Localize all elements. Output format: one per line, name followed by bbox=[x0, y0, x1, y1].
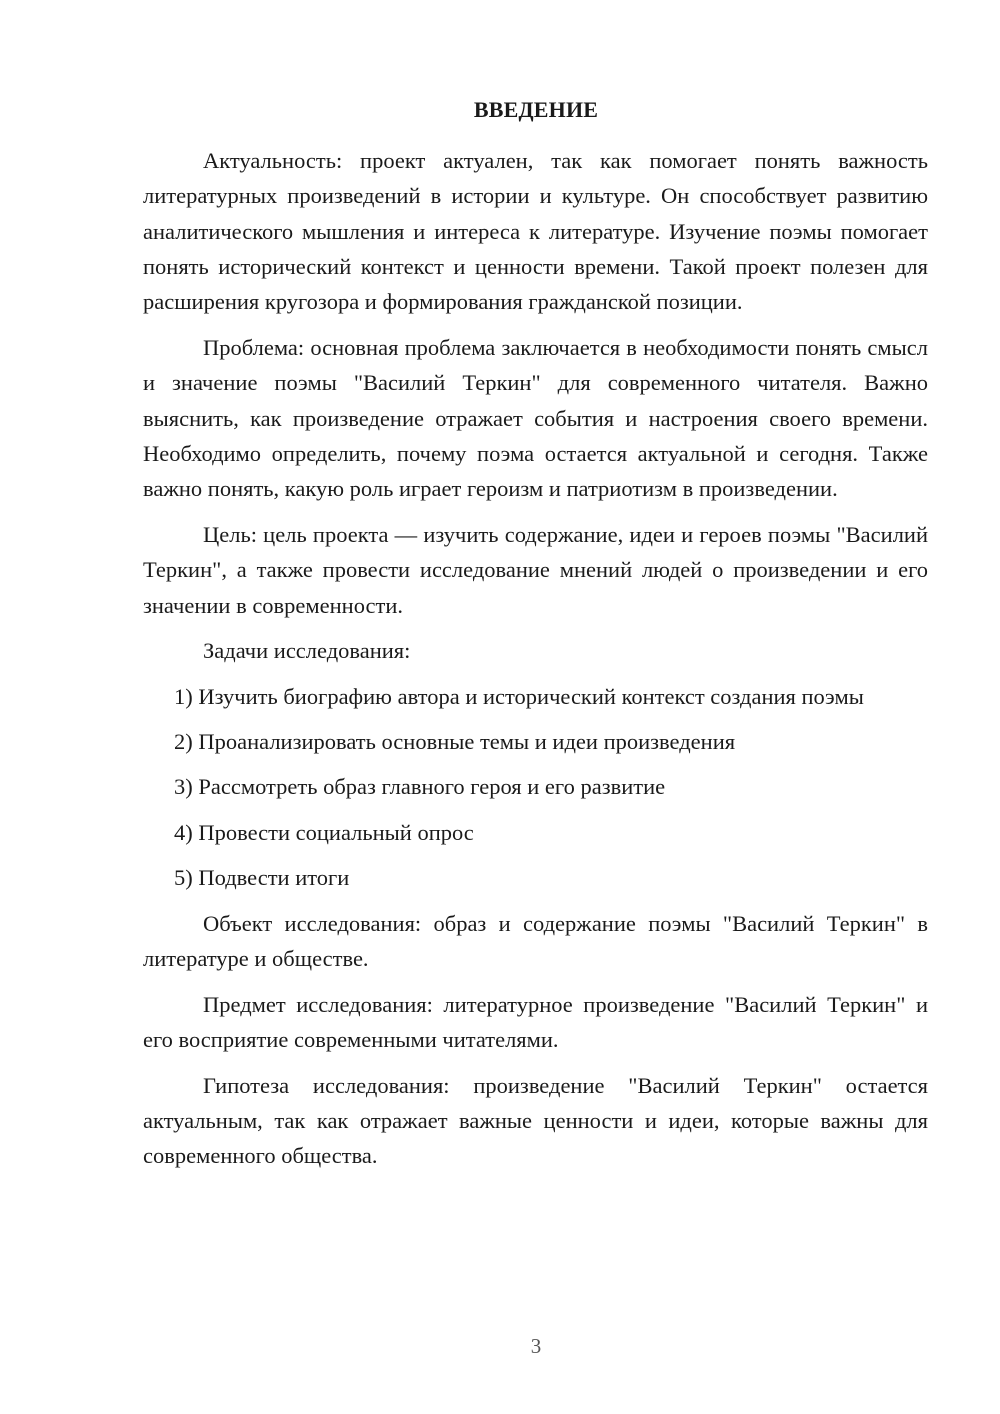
paragraph-relevance: Актуальность: проект актуален, так как помогает понять важность литературных произведений в истории и культуре. Он способствует развитию аналитического мышления и интереса к литературе. Изучение поэмы помогает понять исторический контекст и ценности времени. Такой проект полезен для расширения кругозора и формирования гражданской позиции. bbox=[143, 148, 928, 315]
list-item: 3) Рассмотреть образ главного героя и его развитие bbox=[174, 774, 666, 800]
list-item: 4) Провести социальный опрос bbox=[174, 819, 474, 845]
list-item: 5) Подвести итоги bbox=[174, 864, 350, 890]
page-title: ВВЕДЕНИЕ bbox=[473, 97, 599, 122]
page-number: 3 bbox=[530, 1334, 542, 1358]
tasks-title: Задачи исследования: bbox=[203, 638, 411, 664]
paragraph-hypothesis: Гипотеза исследования: произведение "Василий Теркин" остается актуальным, так как отражает важные ценности и идеи, которые важны для современного общества. bbox=[143, 1072, 928, 1169]
paragraph-problem: Проблема: основная проблема заключается в необходимости понять смысл и значение поэмы "Василий Теркин" для современного читателя. Важно выяснить, как произведение отражает события и настроения своего времени. Необходимо определить, почему поэма остается актуальной и сегодня. Также важно понять, какую роль играет героизм и патриотизм в произведении. bbox=[143, 334, 928, 502]
list-item: 2) Проанализировать основные темы и идеи произведения bbox=[174, 728, 736, 754]
document-body bbox=[143, 143, 928, 1174]
paragraph-object: Объект исследования: образ и содержание поэмы "Василий Теркин" в литературе и обществе. bbox=[143, 910, 928, 971]
tasks-list bbox=[143, 679, 928, 895]
paragraph-goal: Цель: цель проекта — изучить содержание, идеи и героев поэмы "Василий Теркин", а также провести исследование мнений людей о произведении и его значении в современности. bbox=[143, 521, 928, 618]
paragraph-subject: Предмет исследования: литературное произведение "Василий Теркин" и его восприятие современными читателями. bbox=[143, 991, 928, 1053]
list-item: 1) Изучить биографию автора и исторический контекст создания поэмы bbox=[174, 683, 864, 709]
